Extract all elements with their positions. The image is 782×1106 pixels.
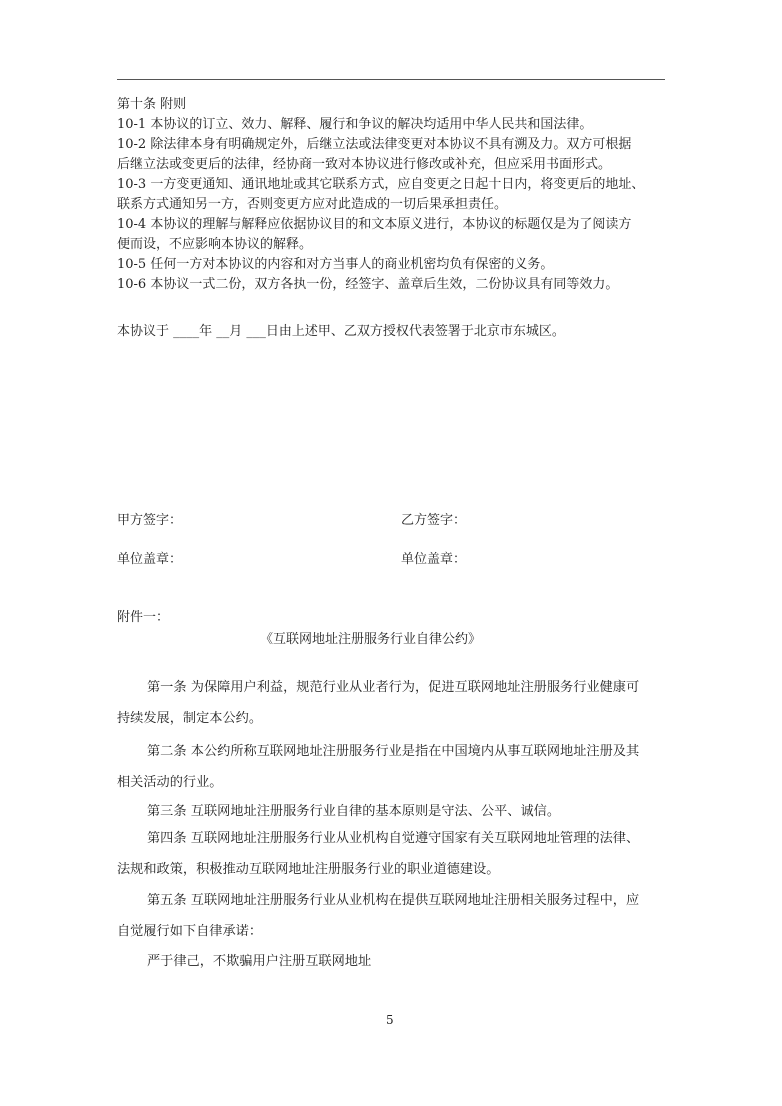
convention-title: 《互联网地址注册服务行业自律公约》	[260, 632, 482, 647]
convention-article-5	[117, 885, 677, 947]
paragraph-line: 相关活动的行业。	[117, 775, 223, 790]
article-10-line: 便而设，不应影响本协议的解释。	[117, 237, 313, 252]
party-a-seal-label: 单位盖章：	[117, 552, 183, 567]
article-10-line: 10-3 一方变更通知、通讯地址或其它联系方式，应自变更之日起十日内，将变更后的地址、	[117, 177, 645, 192]
party-b-seal-label: 单位盖章：	[401, 552, 467, 567]
paragraph-line: 法规和政策，积极推动互联网地址注册服务行业的职业道德建设。	[117, 862, 500, 877]
paragraph-line: 持续发展，制定本公约。	[117, 711, 263, 726]
party-b-signature-label: 乙方签字：	[401, 513, 467, 528]
paragraph-line: 第二条 本公约所称互联网地址注册服务行业是指在中国境内从事互联网地址注册及其	[147, 744, 640, 759]
convention-article-1	[117, 672, 677, 734]
paragraph-line: 自觉履行如下自律承诺：	[117, 924, 263, 939]
header-rule	[117, 79, 665, 80]
attachment-label: 附件一：	[117, 610, 170, 625]
signing-date-line: 本协议于 ____年 __月 ___日由上述甲、乙双方授权代表签署于北京市东城区。	[117, 324, 565, 339]
article-10-section	[117, 95, 677, 295]
paragraph-line: 第四条 互联网地址注册服务行业从业机构自觉遵守国家有关互联网地址管理的法律、	[147, 831, 640, 846]
paragraph-line: 第一条 为保障用户利益，规范行业从业者行为，促进互联网地址注册服务行业健康可	[147, 680, 640, 695]
article-10-line: 10-1 本协议的订立、效力、解释、履行和争议的解决均适用中华人民共和国法律。	[117, 117, 593, 132]
convention-article-4	[117, 823, 677, 885]
paragraph-line: 第三条 互联网地址注册服务行业自律的基本原则是守法、公平、诚信。	[147, 804, 561, 819]
convention-commitment	[117, 946, 677, 977]
paragraph-line: 第五条 互联网地址注册服务行业从业机构在提供互联网地址注册相关服务过程中，应	[147, 893, 640, 908]
article-10-line: 10-4 本协议的理解与解释应依据协议目的和文本原义进行，本协议的标题仅是为了阅读方	[117, 217, 632, 232]
convention-article-2	[117, 736, 677, 798]
article-10-line: 10-2 除法律本身有明确规定外，后继立法或法律变更对本协议不具有溯及力。双方可根据	[117, 137, 632, 152]
article-10-line: 10-6 本协议一式二份，双方各执一份，经签字、盖章后生效，二份协议具有同等效力。	[117, 277, 619, 292]
page-number: 5	[386, 1013, 394, 1027]
article-10-heading: 第十条 附则	[117, 97, 187, 112]
article-10-line: 后继立法或变更后的法律，经协商一致对本协议进行修改或补充，但应采用书面形式。	[117, 157, 612, 172]
article-10-line: 10-5 任何一方对本协议的内容和对方当事人的商业机密均负有保密的义务。	[117, 257, 554, 272]
article-10-line: 联系方式通知另一方，否则变更方应对此造成的一切后果承担责任。	[117, 197, 508, 212]
paragraph-line: 严于律己，不欺骗用户注册互联网地址	[147, 954, 372, 969]
party-a-signature-label: 甲方签字：	[117, 513, 183, 528]
